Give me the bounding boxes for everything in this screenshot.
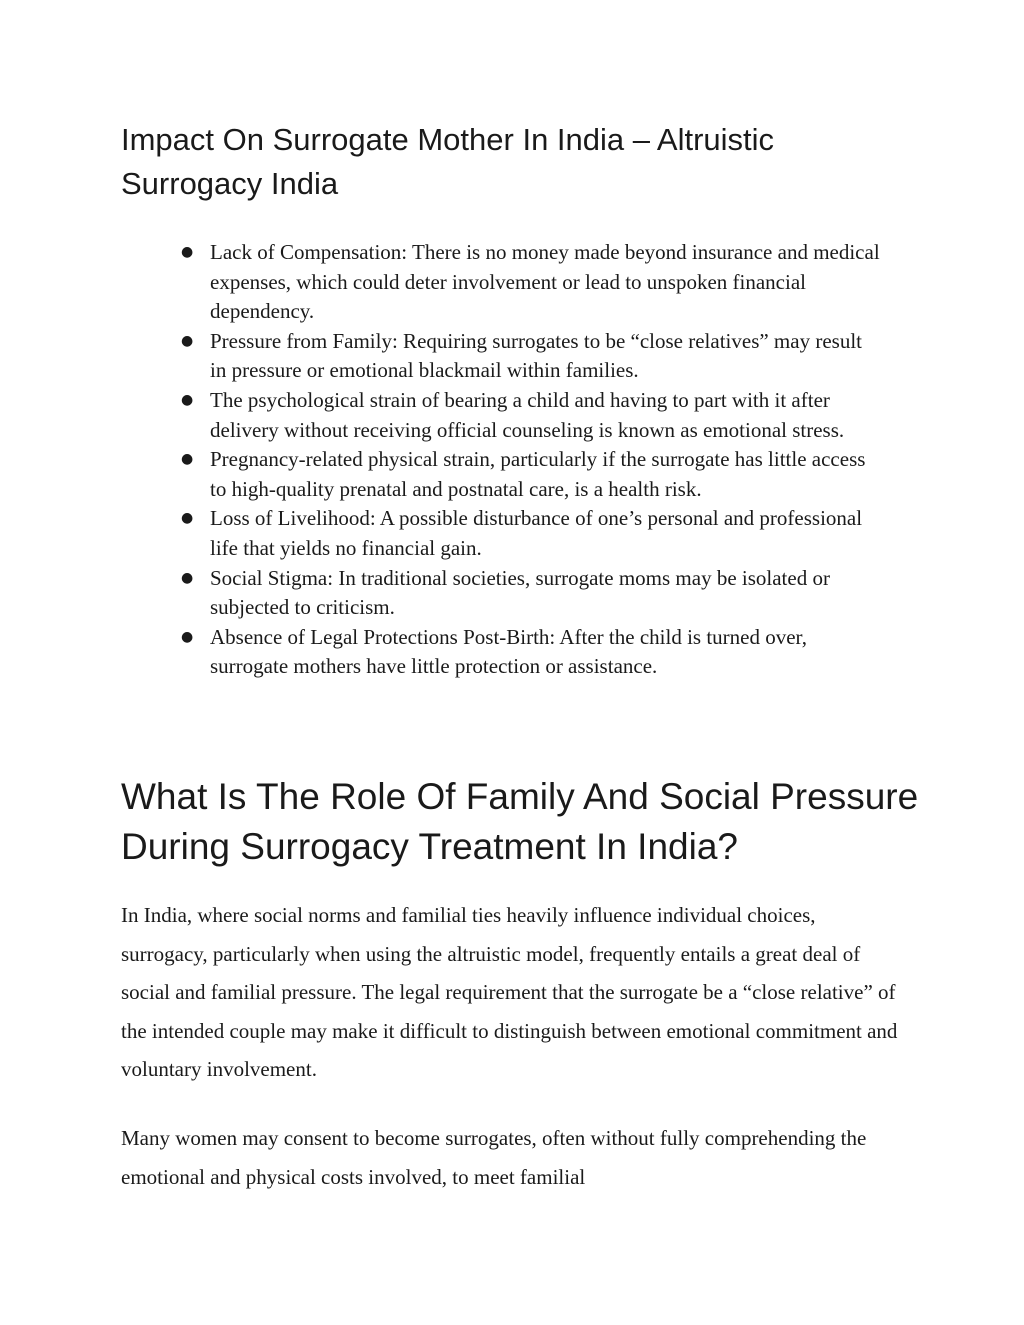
- list-item: [181, 445, 881, 504]
- list-item-text: The psychological strain of bearing a child and having to part with it after delivery without receiving official counseling is known as emotional stress.: [210, 387, 845, 442]
- bullet-icon: ●: [181, 510, 194, 527]
- list-item: [181, 564, 881, 623]
- bullet-icon: ●: [181, 332, 194, 349]
- list-item-text: Absence of Legal Protections Post-Birth: After the child is turned over, surrogate mothers have little protection or assistance.: [210, 624, 807, 679]
- list-item: [181, 386, 881, 445]
- section-heading-family-pressure: What Is The Role Of Family And Social Pressure During Surrogacy Treatment In India?: [121, 776, 919, 867]
- body-paragraph-2: Many women may consent to become surrogates, often without fully comprehending the emotional and physical costs involved, to meet familial: [121, 1126, 867, 1189]
- body-paragraph-1: In India, where social norms and familial ties heavily influence individual choices, surrogacy, particularly when using the altruistic model, frequently entails a great deal of social and familial pressure. The legal requirement that the surrogate be a “close relative” of the intended couple may make it difficult to distinguish between emotional commitment and voluntary involvement.: [121, 903, 898, 1081]
- bullet-icon: ●: [181, 451, 194, 468]
- list-item: [181, 327, 881, 386]
- list-item-text: Social Stigma: In traditional societies, surrogate moms may be isolated or subjected to criticism.: [210, 565, 830, 620]
- list-item: [181, 504, 881, 563]
- section-heading-impact: Impact On Surrogate Mother In India – Altruistic Surrogacy India: [121, 122, 775, 201]
- bullet-icon: ●: [181, 569, 194, 586]
- list-item-text: Pregnancy-related physical strain, particularly if the surrogate has little access to high-quality prenatal and postnatal care, is a health risk.: [210, 447, 866, 501]
- bullet-icon: ●: [181, 391, 194, 408]
- list-item-text: Lack of Compensation: There is no money made beyond insurance and medical expenses, which could deter involvement or lead to unspoken financial dependency.: [210, 240, 880, 324]
- bullet-icon: ●: [181, 244, 194, 260]
- bullet-icon: ●: [181, 628, 194, 645]
- list-item-text: Pressure from Family: Requiring surrogates to be “close relatives” may result in pressure or emotional blackmail within families.: [210, 328, 862, 383]
- list-item: [181, 623, 881, 682]
- list-item-text: Loss of Livelihood: A possible disturbance of one’s personal and professional life that yields no financial gain.: [210, 506, 863, 560]
- impact-bullet-list: [181, 238, 881, 682]
- list-item: [181, 238, 881, 327]
